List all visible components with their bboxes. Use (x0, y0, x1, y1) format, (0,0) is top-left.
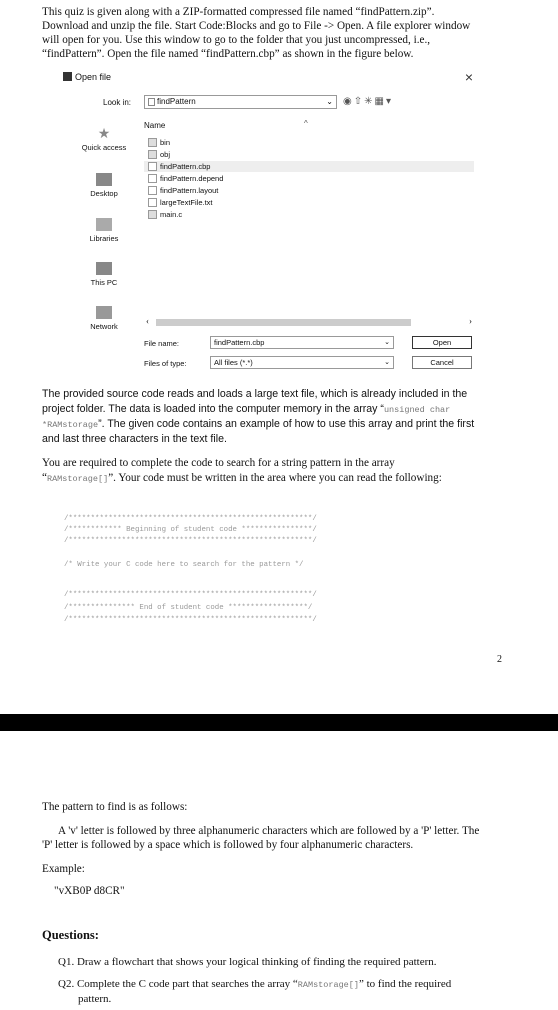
column-header-name[interactable] (144, 121, 474, 134)
questions-heading: Questions: (42, 928, 99, 942)
list-item[interactable] (144, 185, 474, 196)
chevron-down-icon: ⌄ (326, 97, 333, 106)
file-icon (148, 162, 157, 171)
provided-line-3 (42, 417, 512, 433)
place-label: Desktop (90, 189, 118, 198)
text-span: ”. Your code must be written in the area where you can read the following: (108, 472, 442, 484)
place-this-pc[interactable] (74, 262, 134, 287)
file-name-label: File name: (144, 339, 180, 348)
place-libraries[interactable] (74, 218, 134, 243)
question-1: Q1. Draw a flowchart that shows your logical thinking of finding the required pattern. (58, 956, 437, 968)
up-folder-icon[interactable]: ⇧ (353, 96, 365, 107)
code-line: /*************** End of student code ******************/ (64, 604, 313, 612)
sort-asc-icon: ^ (304, 119, 308, 128)
place-label: Quick access (81, 143, 127, 152)
new-folder-icon[interactable]: ✳ (364, 96, 375, 107)
required-line-1: You are required to complete the code to search for a string pattern in the array (42, 457, 395, 469)
files-of-type-value: All files (*.*) (214, 358, 253, 367)
list-item[interactable] (144, 149, 474, 160)
file-list (144, 119, 474, 327)
open-button[interactable]: Open (412, 336, 472, 349)
file-icon (148, 174, 157, 183)
network-icon (96, 306, 112, 319)
text-span: ”. The given code contains an example of how to use this array and print the first (98, 418, 475, 430)
example-value: "vXB0P d8CR" (54, 885, 125, 897)
code-line: /*******************************************************/ (64, 591, 317, 599)
text-span: ” to find the required (358, 978, 452, 990)
scroll-right-icon[interactable]: › (469, 316, 472, 326)
page-divider (0, 714, 558, 731)
list-item[interactable] (144, 197, 474, 208)
chevron-down-icon: ⌄ (384, 339, 390, 346)
open-file-dialog-figure (60, 66, 487, 378)
dialog-title: Open file (75, 72, 112, 82)
star-icon: ★ (97, 125, 111, 141)
desktop-icon (96, 173, 112, 186)
file-icon (148, 198, 157, 207)
pattern-line-1: A 'v' letter is followed by three alphanumeric characters which are followed by a 'P' letter. The (58, 825, 480, 837)
question-2 (58, 977, 508, 993)
intro-line-3: will open for you. Use this window to go to the folder that you just uncompressed, i.e., (42, 34, 431, 46)
pattern-line-2: 'P' letter is followed by a space which is followed by four alphanumeric characters. (42, 839, 414, 851)
folder-icon (148, 138, 157, 147)
required-line-2 (42, 471, 512, 487)
list-item[interactable] (144, 209, 474, 220)
look-in-label: Look in: (103, 98, 132, 107)
provided-line-2 (42, 402, 512, 418)
example-label: Example: (42, 863, 85, 875)
close-icon[interactable]: × (464, 69, 473, 85)
column-name-label: Name (144, 121, 166, 130)
file-name: findPattern.layout (160, 186, 219, 195)
place-label: Network (90, 322, 118, 331)
list-item[interactable] (144, 137, 474, 148)
file-name: findPattern.depend (160, 174, 224, 183)
code-line: /* Write your C code here to search for the pattern */ (64, 561, 304, 569)
file-name-input[interactable] (210, 336, 394, 349)
computer-icon (96, 262, 112, 275)
place-network[interactable] (74, 306, 134, 331)
place-quick-access[interactable] (74, 127, 134, 152)
file-name: obj (160, 150, 171, 159)
pattern-heading: The pattern to find is as follows: (42, 801, 188, 813)
text-span: project folder. The data is loaded into the computer memory in the array “ (42, 403, 384, 415)
codeblocks-app-icon (63, 72, 72, 81)
file-name-value: findPattern.cbp (214, 338, 265, 347)
intro-line-1: This quiz is given along with a ZIP-formatted compressed file named “findPattern.zip”. (42, 6, 435, 18)
file-name: largeTextFile.txt (160, 198, 213, 207)
folder-icon (148, 150, 157, 159)
back-icon[interactable]: ◉ (343, 96, 354, 107)
place-desktop[interactable] (74, 173, 134, 198)
inline-code: RAMstorage[] (297, 980, 359, 990)
scroll-left-icon[interactable]: ‹ (146, 316, 149, 326)
code-line: /*******************************************************/ (64, 537, 317, 545)
horizontal-scrollbar[interactable] (144, 318, 474, 327)
scroll-thumb[interactable] (156, 319, 411, 326)
chevron-down-icon: ⌄ (384, 359, 390, 366)
cancel-button[interactable]: Cancel (412, 356, 472, 369)
view-menu-icon[interactable]: ▦▾ (374, 96, 393, 107)
inline-code: unsigned char (383, 405, 451, 415)
file-name: bin (160, 138, 171, 147)
provided-line-1: The provided source code reads and loads a large text file, which is already included in the (42, 388, 468, 400)
place-label: This PC (90, 278, 118, 287)
libraries-icon (96, 218, 112, 231)
files-of-type-label: Files of type: (144, 359, 187, 368)
place-label: Libraries (89, 234, 119, 243)
folder-icon (148, 98, 155, 106)
places-bar (74, 121, 134, 341)
look-in-select[interactable] (144, 95, 337, 109)
intro-line-2: Download and unzip the file. Start Code:Blocks and go to File -> Open. A file explorer window (42, 20, 471, 32)
page-number: 2 (497, 654, 502, 665)
inline-code: RAMstorage[] (46, 474, 109, 484)
question-2-cont: pattern. (78, 993, 112, 1005)
provided-line-4: and last three characters in the text file. (42, 433, 227, 445)
c-file-icon (148, 210, 157, 219)
text-span: “ (42, 472, 47, 484)
file-icon (148, 186, 157, 195)
file-name: findPattern.cbp (160, 162, 211, 171)
file-name: main.c (160, 210, 183, 219)
list-item[interactable] (144, 173, 474, 184)
text-span: Q2. Complete the C code part that searches the array “ (58, 978, 298, 990)
intro-line-4: “findPattern”. Open the file named “findPattern.cbp” as shown in the figure below. (42, 48, 414, 60)
code-line: /*******************************************************/ (64, 515, 317, 523)
code-line: /*******************************************************/ (64, 616, 317, 624)
files-of-type-select[interactable] (210, 356, 394, 369)
toolbar-icons[interactable] (343, 96, 393, 107)
inline-code: *RAMstorage (42, 420, 99, 430)
list-item-selected[interactable] (144, 161, 474, 172)
code-line: /************ Beginning of student code ****************/ (64, 526, 317, 534)
look-in-value: findPattern (157, 97, 196, 106)
